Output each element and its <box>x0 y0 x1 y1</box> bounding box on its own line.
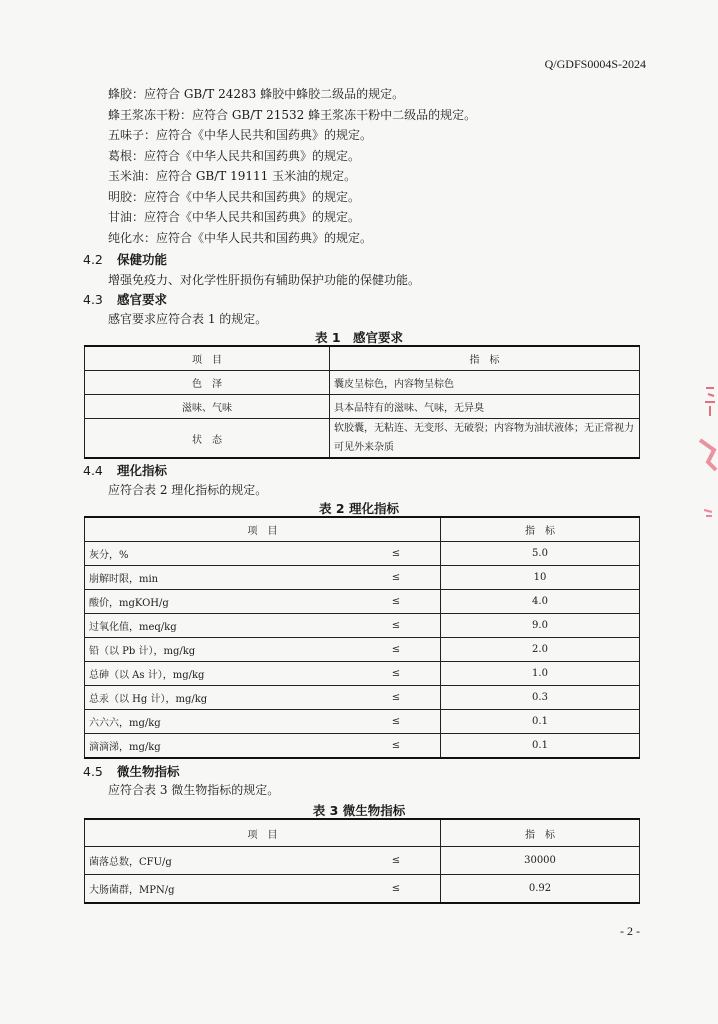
table-header-cell: 项 目 <box>85 517 441 542</box>
table-cell: 六六六，mg/kg <box>85 710 353 734</box>
table-cell: ≤ <box>352 686 441 710</box>
section-heading: 4.5 微生物指标 <box>83 764 180 779</box>
ingredient-list <box>108 84 476 248</box>
table-header-row <box>85 346 640 371</box>
table-cell: 色 泽 <box>85 371 330 395</box>
ingredient-line: 明胶：应符合《中华人民共和国药典》的规定。 <box>108 189 361 204</box>
table-cell: 滋味、气味 <box>85 395 330 419</box>
ingredient-line: 五味子：应符合《中华人民共和国药典》的规定。 <box>108 128 373 142</box>
table-cell: 2.0 <box>441 638 640 662</box>
section-heading: 4.2 保健功能 <box>83 252 168 267</box>
ingredient-line: 葛根：应符合《中华人民共和国药典》的规定。 <box>108 148 361 163</box>
table-cell: 状 态 <box>85 419 330 459</box>
table-row <box>85 662 640 686</box>
table-row <box>85 566 640 590</box>
table-row <box>85 734 640 759</box>
table-cell: 0.3 <box>441 686 640 710</box>
table-cell: 菌落总数，CFU/g <box>85 847 353 875</box>
section-heading: 4.3 感官要求 <box>83 292 168 307</box>
section-text: 应符合表 2 理化指标的规定。 <box>108 483 268 497</box>
table-cell: ≤ <box>352 847 441 875</box>
table-cell: 酸价，mgKOH/g <box>85 590 353 614</box>
seal-stamp-fragment <box>696 380 718 540</box>
table-header-cell: 项 目 <box>85 819 441 847</box>
table-header-cell: 指 标 <box>441 517 640 542</box>
document-code: Q/GDFS0004S-2024 <box>544 57 646 71</box>
table-cell: ≤ <box>352 542 441 566</box>
table-cell: 4.0 <box>441 590 640 614</box>
table-row <box>85 710 640 734</box>
table-row <box>85 875 640 904</box>
table-cell: ≤ <box>352 875 441 904</box>
table-cell: 大肠菌群，MPN/g <box>85 875 353 904</box>
table-cell: ≤ <box>352 614 441 638</box>
table-caption: 表 2 理化指标 <box>319 501 399 516</box>
table-cell: ≤ <box>352 638 441 662</box>
table-cell: 具本品特有的滋味、气味，无异臭 <box>330 395 640 419</box>
table-cell: 10 <box>441 566 640 590</box>
table-cell: 0.1 <box>441 710 640 734</box>
table-row <box>85 395 640 419</box>
table-cell: 滴滴涕，mg/kg <box>85 734 353 759</box>
table-cell: 0.1 <box>441 734 640 759</box>
section-heading: 4.4 理化指标 <box>83 463 168 478</box>
table-row <box>85 847 640 875</box>
table-cell: ≤ <box>352 662 441 686</box>
sensory-table <box>84 345 640 459</box>
ingredient-line: 玉米油：应符合 GB/T 19111 玉米油的规定。 <box>108 169 357 183</box>
ingredient-line: 蜂胶：应符合 GB/T 24283 蜂胶中蜂胶二级品的规定。 <box>108 87 405 101</box>
microbial-table <box>84 818 640 904</box>
table-header-cell: 指 标 <box>330 346 640 371</box>
table-cell: 软胶囊，无粘连、无变形、无破裂；内容物为油状液体；无正常视力可见外来杂质 <box>330 419 640 459</box>
section-text: 增强免疫力、对化学性肝损伤有辅助保护功能的保健功能。 <box>108 273 421 287</box>
table-cell: 总砷（以 As 计），mg/kg <box>85 662 353 686</box>
table-header-cell: 指 标 <box>441 819 640 847</box>
table-row <box>85 590 640 614</box>
table-cell: ≤ <box>352 566 441 590</box>
table-cell: 囊皮呈棕色，内容物呈棕色 <box>330 371 640 395</box>
table-cell: 30000 <box>441 847 640 875</box>
ingredient-line: 蜂王浆冻干粉：应符合 GB/T 21532 蜂王浆冻干粉中二级品的规定。 <box>108 107 477 122</box>
table-row <box>85 686 640 710</box>
table-row <box>85 638 640 662</box>
section-text: 感官要求应符合表 1 的规定。 <box>108 312 268 326</box>
table-cell: 0.92 <box>441 875 640 904</box>
table-row <box>85 371 640 395</box>
table-row <box>85 542 640 566</box>
table-cell: ≤ <box>352 734 441 759</box>
table-cell: ≤ <box>352 710 441 734</box>
table-cell: 过氧化值，meq/kg <box>85 614 353 638</box>
table-row <box>85 614 640 638</box>
table-cell: 1.0 <box>441 662 640 686</box>
section-text: 应符合表 3 微生物指标的规定。 <box>108 783 280 797</box>
table-cell: 铅（以 Pb 计），mg/kg <box>85 638 353 662</box>
table-row <box>85 419 640 459</box>
table-cell: 总汞（以 Hg 计），mg/kg <box>85 686 353 710</box>
table-caption: 表 1 感官要求 <box>314 330 404 345</box>
table-cell: 灰分，% <box>85 542 353 566</box>
table-cell: 9.0 <box>441 614 640 638</box>
table-header-row <box>85 517 640 542</box>
table-cell: 5.0 <box>441 542 640 566</box>
table-header-row <box>85 819 640 847</box>
table-cell: ≤ <box>352 590 441 614</box>
table-header-cell: 项 目 <box>85 346 330 371</box>
physicochemical-table <box>84 516 640 759</box>
page-number: - 2 - <box>620 924 640 938</box>
table-caption: 表 3 微生物指标 <box>312 803 406 818</box>
ingredient-line: 甘油：应符合《中华人民共和国药典》的规定。 <box>108 210 361 224</box>
table-cell: 崩解时限，min <box>85 566 353 590</box>
ingredient-line: 纯化水：应符合《中华人民共和国药典》的规定。 <box>108 230 373 245</box>
